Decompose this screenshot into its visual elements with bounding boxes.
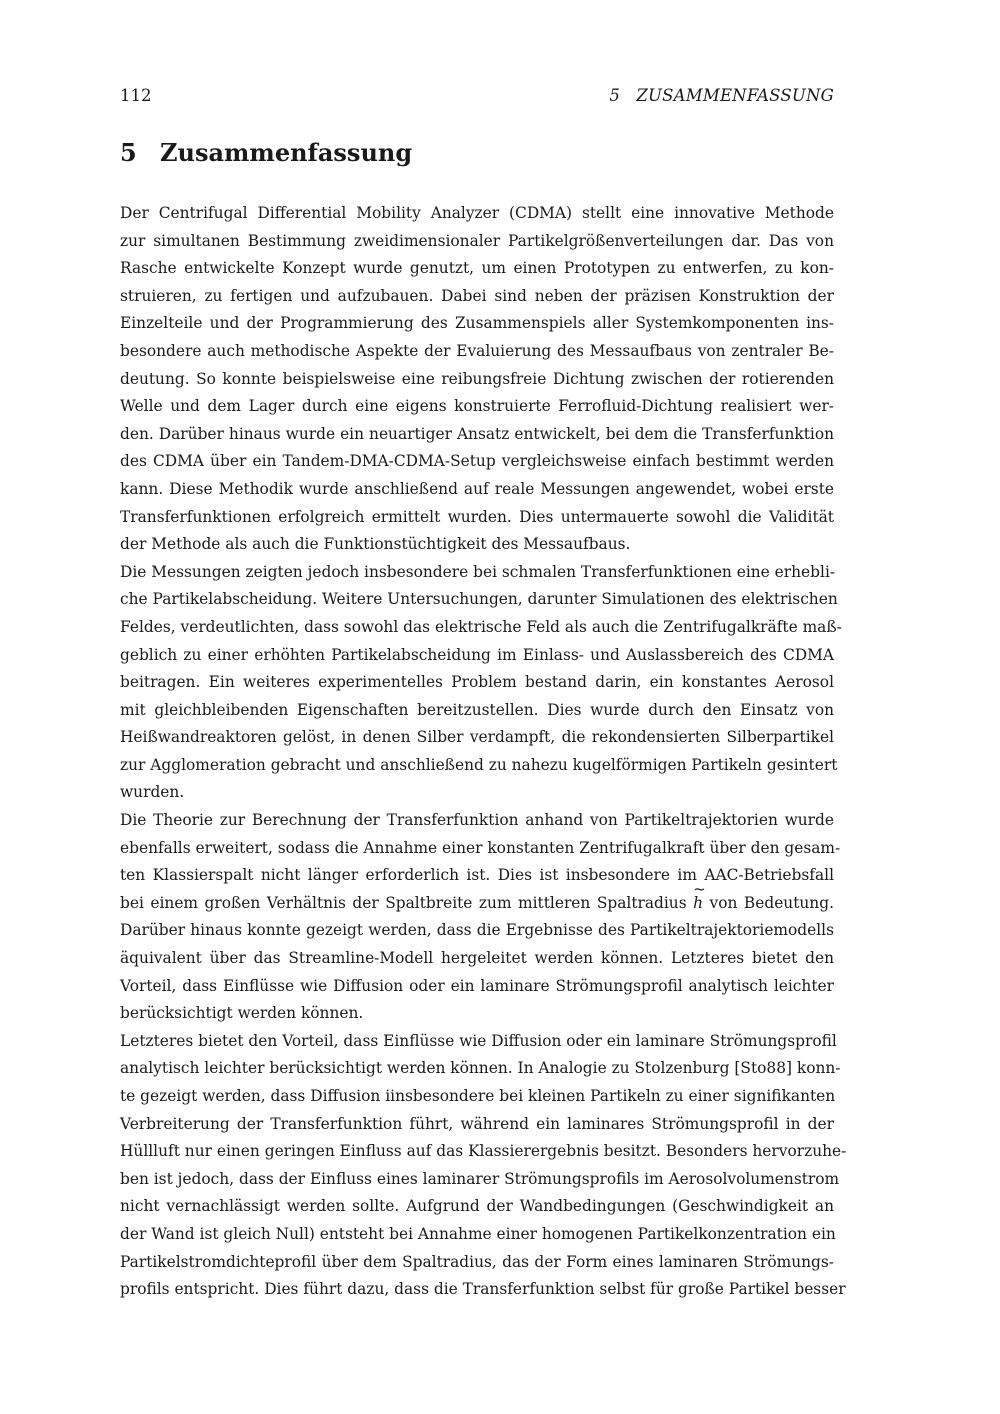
text-line: Hüllluft nur einen geringen Einfluss auf das Klassierergebnis besitzt. Besonders hervorzuhe-	[120, 1142, 847, 1161]
chapter-title-text: Zusammenfassung	[160, 138, 413, 167]
paragraph	[120, 1028, 847, 1304]
text-line: nicht vernachlässigt werden sollte. Aufgrund der Wandbedingungen (Geschwindigkeit an	[120, 1197, 834, 1216]
text-line: ben ist jedoch, dass der Einfluss eines laminarer Strömungsprofils im Aerosolvolumenstrom	[120, 1169, 840, 1188]
text-line: der Methode als auch die Funktionstüchtigkeit des Messaufbaus.	[120, 535, 631, 554]
text-line: kann. Diese Methodik wurde anschließend auf reale Messungen angewendet, wobei erste	[120, 479, 834, 498]
chapter-number: 5	[120, 138, 137, 167]
text-line: wurden.	[120, 783, 185, 802]
text-line: Die Messungen zeigten jedoch insbesondere bei schmalen Transferfunktionen eine erhebli-	[120, 562, 836, 581]
text-line: Die Theorie zur Berechnung der Transferfunktion anhand von Partikeltrajektorien wurde	[120, 811, 834, 830]
paragraph	[120, 807, 841, 1028]
text-line: Feldes, verdeutlichten, dass sowohl das elektrische Feld als auch die Zentrifugalkräfte maß-	[120, 617, 842, 636]
text-line: ten Klassierspalt nicht länger erforderlich ist. Dies ist insbesondere im AAC-Betriebsfall	[120, 866, 834, 885]
paragraph	[120, 200, 834, 559]
text-line: ebenfalls erweitert, sodass die Annahme einer konstanten Zentrifugalkraft über den gesam-	[120, 838, 841, 857]
text-line: zur Agglomeration gebracht und anschließend zu nahezu kugelförmigen Partikeln gesintert	[120, 755, 838, 774]
text-line: des CDMA über ein Tandem-DMA-CDMA-Setup vergleichsweise einfach bestimmt werden	[120, 452, 834, 471]
chapter-title	[120, 138, 412, 168]
text-line: der Wand ist gleich Null) entsteht bei Annahme einer homogenen Partikelkonzentration ein	[120, 1224, 836, 1243]
text-line: Einzelteile und der Programmierung des Zusammenspiels aller Systemkomponenten ins-	[120, 314, 834, 333]
text-line: mit gleichbleibenden Eigenschaften bereitzustellen. Dies wurde durch den Einsatz von	[120, 700, 834, 719]
text-line: te gezeigt werden, dass Diffusion iinsbesondere bei kleinen Partikeln zu einer signifikanten	[120, 1087, 836, 1105]
text-line: Partikelstromdichteprofil über dem Spaltradius, das der Form eines laminaren Strömungs-	[120, 1252, 834, 1271]
symbol-letter: h	[693, 893, 704, 912]
text-line: Der Centrifugal Differential Mobility Analyzer (CDMA) stellt eine innovative Methode	[120, 204, 834, 222]
text-line: Heißwandreaktoren gelöst, in denen Silber verdampft, die rekondensierten Silberpartikel	[120, 728, 834, 747]
text-line: Verbreiterung der Transferfunktion führt, während ein laminares Strömungsprofil in der	[120, 1114, 834, 1133]
body-text	[120, 200, 847, 1304]
text-line: den. Darüber hinaus wurde ein neuartiger Ansatz entwickelt, bei dem die Transferfunktion	[120, 424, 834, 443]
text-line: Vorteil, dass Einflüsse wie Diffusion oder ein laminare Strömungsprofil analytisch leichter	[120, 976, 834, 995]
text-fragment: bei einem großen Verhältnis der Spaltbreite zum mittleren Spaltradius	[120, 893, 687, 912]
text-line: struieren, zu fertigen und aufzubauen. Dabei sind neben der präzisen Konstruktion der	[120, 286, 834, 305]
text-line: Rasche entwickelte Konzept wurde genutzt, um einen Prototypen zu entwerfen, zu kon-	[120, 259, 834, 278]
text-line: berücksichtigt werden können.	[120, 1004, 364, 1023]
math-symbol-h-tilde	[693, 879, 706, 918]
text-line-with-symbol	[120, 879, 834, 918]
paragraph	[120, 559, 842, 807]
text-line: besondere auch methodische Aspekte der Evaluierung des Messaufbaus von zentraler Be-	[120, 341, 834, 360]
text-line: Welle und dem Lager durch eine eigens konstruierte Ferrofluid-Dichtung realisiert wer-	[120, 397, 834, 416]
page-number: 112	[120, 86, 152, 105]
tilde-accent: ~	[693, 879, 706, 898]
text-line: äquivalent über das Streamline-Modell hergeleitet werden können. Letzteres bietet den	[120, 949, 834, 968]
text-line: che Partikelabscheidung. Weitere Untersuchungen, darunter Simulationen des elektrischen	[120, 590, 838, 609]
text-line: Letzteres bietet den Vorteil, dass Einflüsse wie Diffusion oder ein laminare Strömungsprofil	[120, 1031, 837, 1050]
text-fragment: von Bedeutung.	[709, 893, 834, 912]
text-line: deutung. So konnte beispielsweise eine reibungsfreie Dichtung zwischen der rotierenden	[120, 369, 834, 388]
text-line: beitragen. Ein weiteres experimentelles Problem bestand darin, ein konstantes Aerosol	[120, 673, 834, 692]
text-line: Darüber hinaus konnte gezeigt werden, dass die Ergebnisse des Partikeltrajektoriemodells	[120, 921, 834, 940]
text-line: analytisch leichter berücksichtigt werden können. In Analogie zu Stolzenburg [Sto88] konn-	[120, 1059, 841, 1078]
text-line: profils entspricht. Dies führt dazu, dass die Transferfunktion selbst für große Partikel besser	[120, 1280, 846, 1299]
running-head: 5 ZUSAMMENFASSUNG	[609, 86, 834, 105]
text-line: geblich zu einer erhöhten Partikelabscheidung im Einlass- und Auslassbereich des CDMA	[120, 645, 834, 664]
text-line: Transferfunktionen erfolgreich ermittelt wurden. Dies untermauerte sowohl die Validität	[120, 507, 834, 526]
text-line: zur simultanen Bestimmung zweidimensionaler Partikelgrößenverteilungen dar. Das von	[120, 231, 834, 250]
